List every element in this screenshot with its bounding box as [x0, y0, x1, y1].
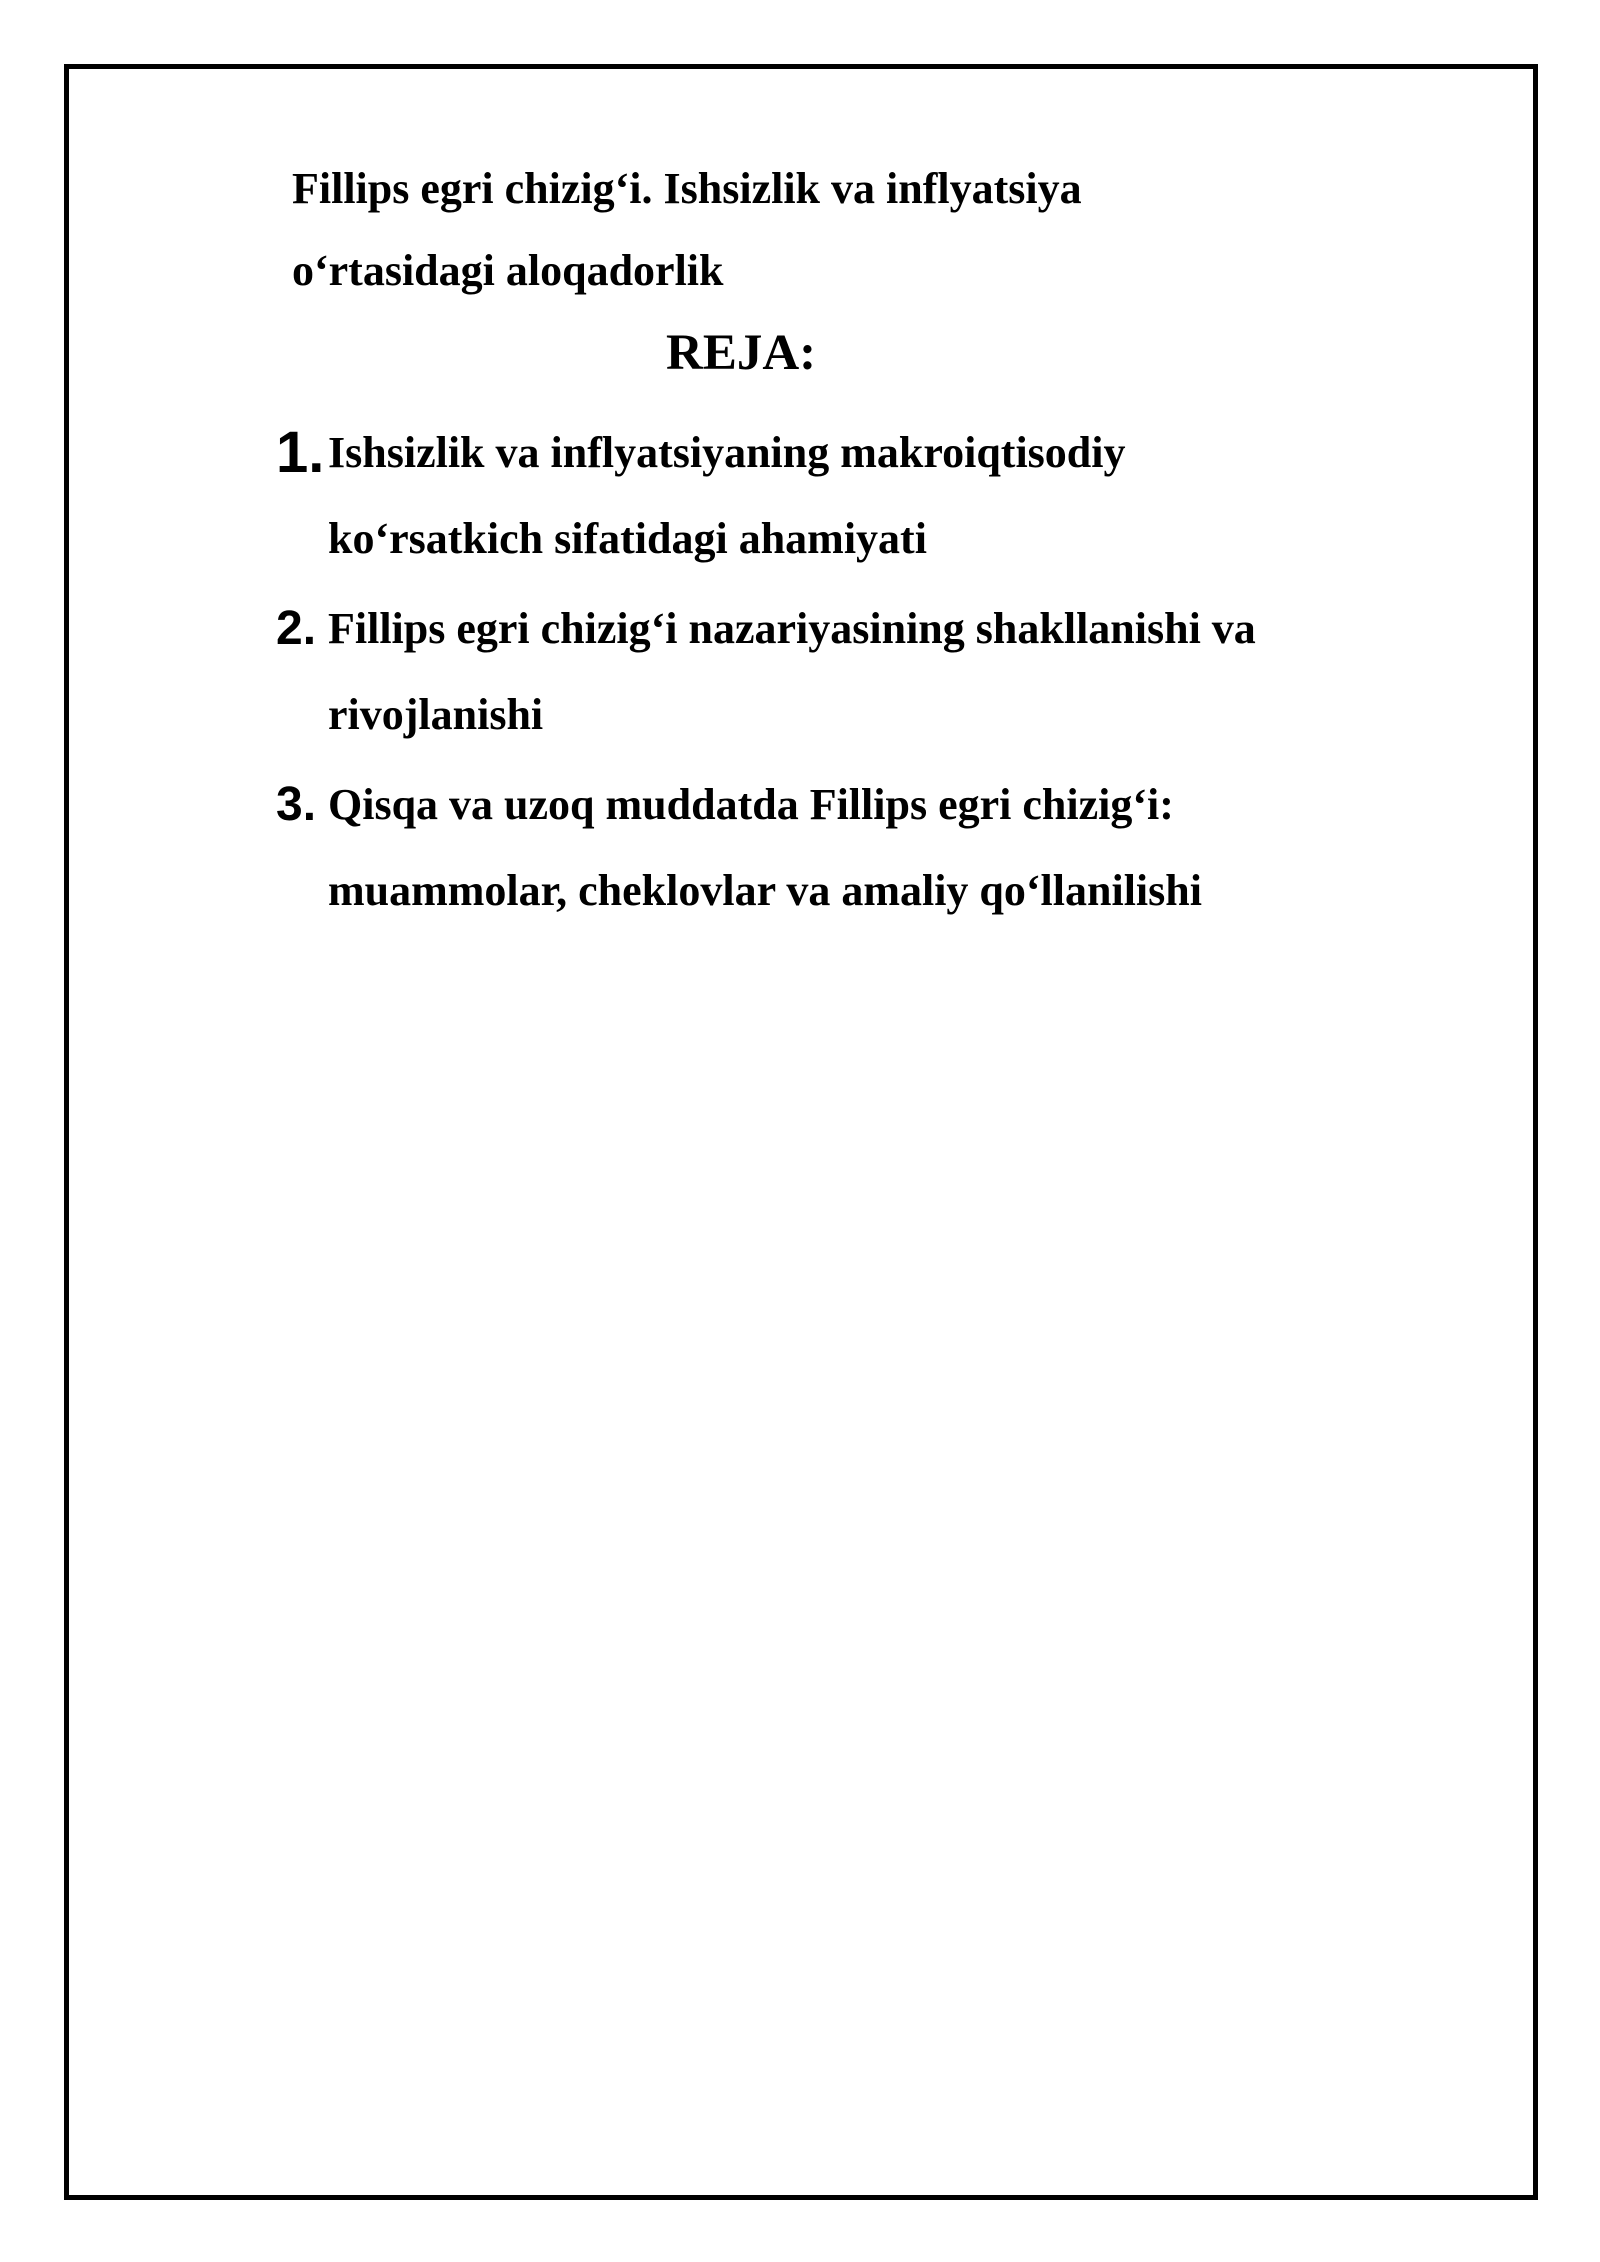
plan-item-3 [276, 762, 1476, 934]
plan-item-number: 2. [276, 602, 317, 655]
plan-item-text [328, 410, 1476, 582]
plan-heading: REJA: [666, 325, 817, 381]
plan-item-2 [276, 586, 1476, 758]
plan-item-line: ko‘rsatkich sifatidagi ahamiyati [328, 514, 927, 563]
plan-item-line: Ishsizlik va inflyatsiyaning makroiqtisodiy [328, 428, 1126, 477]
document-title-line: Fillips egri chizig‘i. Ishsizlik va inflyatsiya [292, 164, 1082, 213]
plan-item-text [328, 762, 1476, 934]
document-title-line: o‘rtasidagi aloqadorlik [292, 246, 724, 295]
plan-item-1 [276, 410, 1476, 582]
plan-list [276, 410, 1476, 938]
plan-item-line: Fillips egri chizig‘i nazariyasining shakllanishi va [328, 604, 1256, 653]
plan-item-text [328, 586, 1476, 758]
plan-item-number: 3. [276, 778, 317, 831]
document-title [292, 148, 1392, 312]
plan-item-number: 1. [276, 420, 325, 485]
plan-item-line: Qisqa va uzoq muddatda Fillips egri chizig‘i: [328, 780, 1174, 829]
plan-item-line: muammolar, cheklovlar va amaliy qo‘llanilishi [328, 866, 1202, 915]
plan-item-line: rivojlanishi [328, 690, 544, 739]
